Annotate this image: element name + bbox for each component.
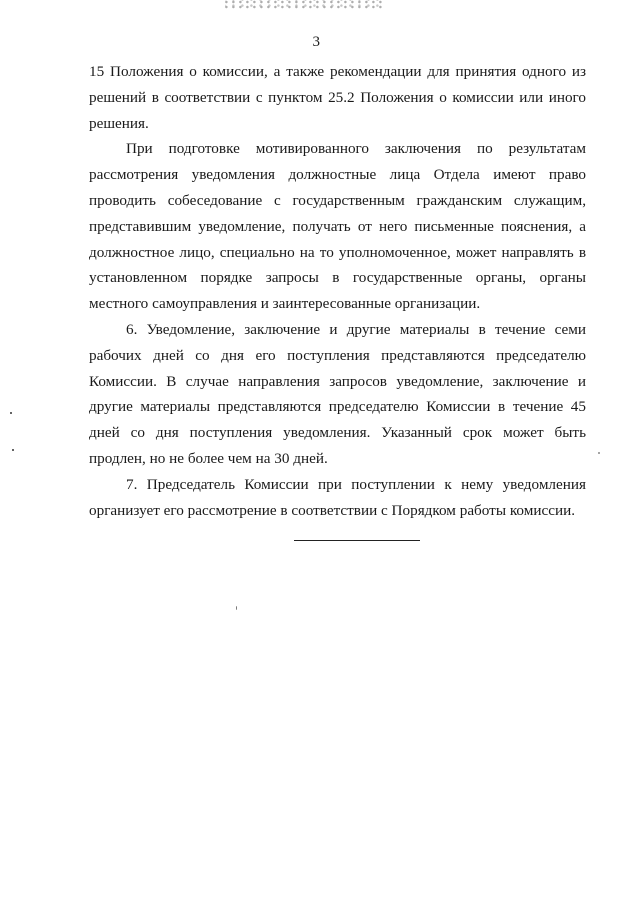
scan-artifact bbox=[225, 0, 385, 10]
paragraph-conclusion-preparation: При подготовке мотивированного заключения по результатам рассмотрения уведомления должностные лица Отдела имеют право проводить собеседование с государственным гражданским служащим, представившим уведомление, получать от него письменные пояснения, а должностное лицо, специально на то уполномоченное, может направлять в установленном порядке запросы в государственные органы, органы местного самоуправления и заинтересованные организации. bbox=[89, 140, 586, 313]
document-body bbox=[89, 59, 586, 523]
paragraph-item-6: 6. Уведомление, заключение и другие материалы в течение семи рабочих дней со дня его поступления представляются председателю Комиссии. В случае направления запросов уведомление, заключение и другие материалы представляются председателю Комиссии в течение 45 дней со дня поступления уведомления. Указанный срок может быть продлен, но не более чем на 30 дней. bbox=[89, 320, 586, 467]
scan-speck bbox=[12, 449, 14, 451]
page-number: 3 bbox=[312, 34, 321, 50]
closing-divider bbox=[294, 540, 420, 541]
paragraph-continuation: 15 Положения о комиссии, а также рекомендации для принятия одного из решений в соответствии с пунктом 25.2 Положения о комиссии или иного решения. bbox=[89, 63, 586, 132]
paragraph-item-7: 7. Председатель Комиссии при поступлении к нему уведомления организует его рассмотрение в соответствии с Порядком работы комиссии. bbox=[89, 475, 586, 519]
scan-speck bbox=[598, 452, 600, 454]
scan-speck bbox=[10, 412, 12, 414]
scan-speck bbox=[236, 606, 237, 610]
